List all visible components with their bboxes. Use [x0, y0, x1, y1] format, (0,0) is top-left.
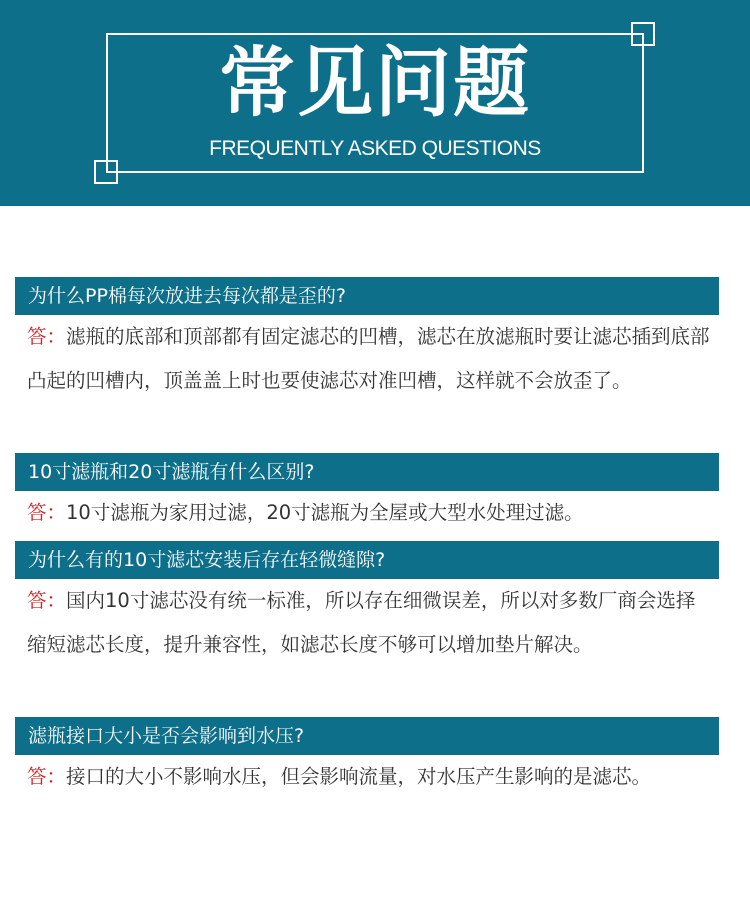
faq-answer-1: [15, 315, 719, 403]
faq-answer-4: [15, 755, 719, 799]
page-subtitle: FREQUENTLY ASKED QUESTIONS: [209, 137, 541, 160]
faq-item-4: [15, 717, 719, 799]
faq-question-1: 为什么PP棉每次放进去每次都是歪的?: [15, 277, 719, 315]
frame-corner-bottom-left: [94, 160, 118, 184]
header-banner: [0, 0, 750, 206]
answer-label: 答：: [27, 589, 67, 612]
page-title: 常见问题: [219, 38, 531, 127]
faq-question-3: 为什么有的10寸滤芯安装后存在轻微缝隙?: [15, 541, 719, 579]
faq-question-2: 10寸滤瓶和20寸滤瓶有什么区别?: [15, 453, 719, 491]
faq-item-3: [15, 541, 719, 667]
answer-text: 国内10寸滤芯没有统一标准，所以存在细微误差，所以对多数厂商会选择缩短滤芯长度，提升兼容性，如滤芯长度不够可以增加垫片解决。: [27, 589, 696, 656]
faq-question-4: 滤瓶接口大小是否会影响到水压?: [15, 717, 719, 755]
answer-label: 答：: [27, 765, 67, 788]
faq-item-2: [15, 453, 719, 535]
answer-text: 接口的大小不影响水压，但会影响流量，对水压产生影响的是滤芯。: [66, 765, 652, 788]
answer-text: 10寸滤瓶为家用过滤，20寸滤瓶为全屋或大型水处理过滤。: [66, 501, 584, 524]
faq-item-1: [15, 277, 719, 403]
faq-answer-3: [15, 579, 719, 667]
answer-text: 滤瓶的底部和顶部都有固定滤芯的凹槽，滤芯在放滤瓶时要让滤芯插到底部凸起的凹槽内，顶盖盖上时也要使滤芯对准凹槽，这样就不会放歪了。: [27, 325, 710, 392]
faq-answer-2: [15, 491, 719, 535]
answer-label: 答：: [27, 325, 67, 348]
answer-label: 答：: [27, 501, 67, 524]
